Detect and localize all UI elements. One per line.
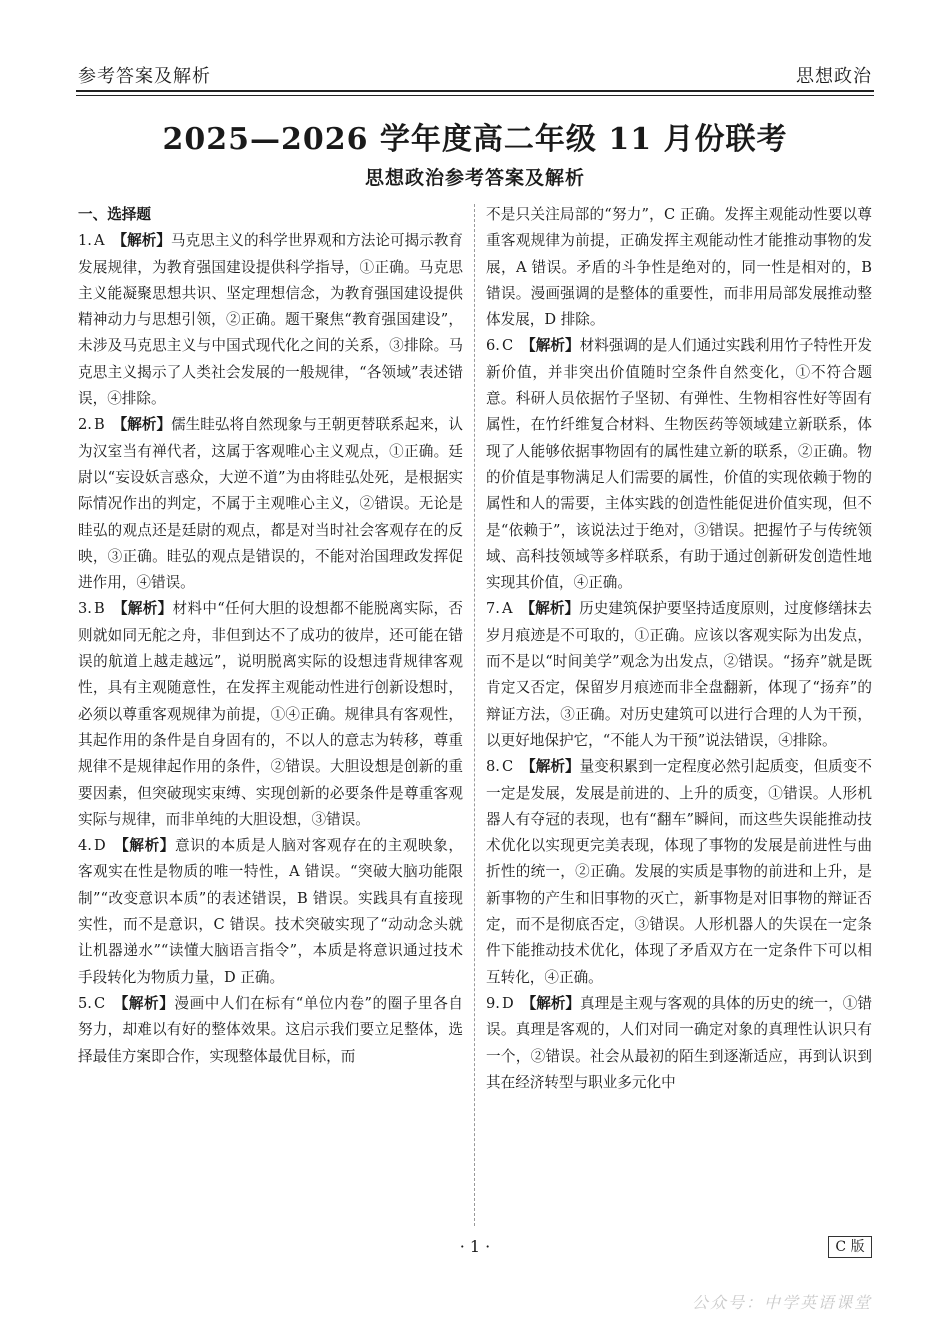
answer-letter: A bbox=[93, 232, 105, 250]
analysis-text: 历史建筑保护要坚持适度原则，过度修缮抹去岁月痕迹是不可取的，①正确。应该以客观实际为出发点，而不是以“时间美学”观念为出发点，②错误。“扬弃”就是既肯定又否定，保留岁月痕迹而非全盘翻新，体现了“扬弃”的辩证方法，③正确。对历史建筑可以进行合理的人为干预，以更好地保护它，“不能人为干预”说法错误，④排除。 bbox=[486, 600, 872, 749]
question-item bbox=[486, 202, 872, 333]
question-item bbox=[78, 412, 463, 596]
analysis-text: 马克思主义的科学世界观和方法论可揭示教育发展规律，为教育强国建设提供科学指导，①正确。马克思主义能凝聚思想共识、坚定理想信念，为教育强国建设提供精神动力与思想引领，②正确。题干聚焦“教育强国建设”，未涉及马克思主义与中国式现代化之间的关系，③排除。马克思主义揭示了人类社会发展的一般规律，“各领域”表述错误，④排除。 bbox=[78, 232, 463, 408]
analysis-text: 真理是主观与客观的具体的历史的统一，①错误。真理是客观的，人们对同一确定对象的真理性认识只有一个，②错误。社会从最初的陌生到逐渐适应，再到认识到其在经济转型与职业多元化中 bbox=[486, 994, 872, 1091]
analysis-tag: 【解析】 bbox=[113, 994, 175, 1012]
right-question-list bbox=[486, 202, 872, 1096]
section-heading: 一、选择题 bbox=[78, 206, 151, 223]
analysis-text: 意识的本质是人脑对客观存在的主观映象，客观实在性是物质的唯一特性，A 错误。“突破大脑功能限制”“改变意识本质”的表述错误，B 错误。实践具有直接现实性，而不是意识，C 错误。技术突破实现了“动动念头就让机器递水”“读懂大脑语言指令”，本质是将意识通过技术手段转化为物质力量，D 正确。 bbox=[78, 837, 463, 986]
header-subject-label: 思想政治 bbox=[796, 66, 872, 87]
question-item bbox=[78, 228, 463, 412]
column-divider bbox=[474, 204, 475, 1226]
header-left-label: 参考答案及解析 bbox=[78, 66, 211, 87]
question-number: 6. bbox=[486, 337, 500, 355]
analysis-tag: 【解析】 bbox=[112, 600, 173, 618]
question-item bbox=[78, 596, 463, 833]
analysis-text: 量变积累到一定程度必然引起质变，但质变不一定是发展，发展是前进的、上升的质变，①错误。人形机器人有夺冠的表现，也有“翻车”瞬间，而这些失误能推动技术优化以实现更完美表现，体现了事物的发展是前进性与曲折性的统一，②正确。发展的实质是事物的前进和上升，是新事物的产生和旧事物的灭亡，新事物是对旧事物的辩证否定，而不是彻底否定，③错误。人形机器人的失误在一定条件下能推动技术优化，体现了矛盾双方在一定条件下可以相互转化，④正确。 bbox=[486, 758, 872, 986]
question-number: 9. bbox=[486, 994, 500, 1012]
answer-letter: B bbox=[93, 416, 105, 434]
left-question-list bbox=[78, 228, 463, 1070]
analysis-tag: 【解析】 bbox=[520, 600, 580, 618]
question-item bbox=[486, 333, 872, 596]
question-number: 1. bbox=[78, 232, 92, 250]
question-item bbox=[486, 991, 872, 1096]
answer-letter: C bbox=[501, 758, 514, 776]
answer-letter: D bbox=[501, 994, 514, 1012]
question-item bbox=[78, 833, 463, 991]
analysis-tag: 【解析】 bbox=[113, 837, 175, 855]
analysis-text: 儒生眭弘将自然现象与王朝更替联系起来，认为汉室当有禅代者，这属于客观唯心主义观点，①正确。廷尉以“妄设妖言惑众，大逆不道”为由将眭弘处死，是根据实际情况作出的判定，不属于主观唯心主义，②错误。无论是眭弘的观点还是廷尉的观点，都是对当时社会客观存在的反映，③正确。眭弘的观点是错误的，不能对治国理政发挥促进作用，④错误。 bbox=[78, 416, 463, 592]
analysis-tag: 【解析】 bbox=[112, 416, 172, 434]
page-title: 2025—2026 学年度高二年级 11 月份联考 bbox=[162, 122, 788, 157]
page-number: · 1 · bbox=[459, 1237, 491, 1256]
question-number: 2. bbox=[78, 416, 92, 434]
watermark: 公众号：中学英语课堂 bbox=[691, 1293, 872, 1312]
question-number: 4. bbox=[78, 837, 92, 855]
answer-letter: B bbox=[93, 600, 105, 618]
page-subtitle: 思想政治参考答案及解析 bbox=[364, 167, 585, 189]
question-item bbox=[78, 991, 463, 1070]
answer-letter: D bbox=[93, 837, 106, 855]
answer-letter: A bbox=[501, 600, 513, 618]
question-number: 3. bbox=[78, 600, 92, 618]
header-rule-thin bbox=[76, 95, 874, 96]
analysis-tag: 【解析】 bbox=[521, 758, 580, 776]
answer-letter: C bbox=[501, 337, 514, 355]
left-column bbox=[78, 202, 463, 1070]
analysis-tag: 【解析】 bbox=[521, 994, 581, 1012]
analysis-tag: 【解析】 bbox=[521, 337, 580, 355]
analysis-text: 不是只关注局部的“努力”，C 正确。发挥主观能动性要以尊重客观规律为前提，正确发挥主观能动性才能推动事物的发展，A 错误。矛盾的斗争性是绝对的，同一性是相对的，B 错误。漫画强调的是整体的重要性，而非用局部发展推动整体发展，D 排除。 bbox=[486, 206, 872, 329]
analysis-tag: 【解析】 bbox=[112, 232, 171, 250]
analysis-text: 漫画中人们在标有“单位内卷”的圈子里各自努力，却难以有好的整体效果。这启示我们要立足整体，选择最佳方案即合作，实现整体最优目标，而 bbox=[78, 994, 463, 1065]
analysis-text: 材料强调的是人们通过实践利用竹子特性开发新价值，并非突出价值随时空条件自然变化，①不符合题意。科研人员依据竹子坚韧、有弹性、生物相容性好等固有属性，在竹纤维复合材料、生物医药等领域建立新联系，体现了人能够依据事物固有的属性建立新的联系，②正确。物的价值是事物满足人们需要的属性，价值的实现依赖于物的属性和人的需要，主体实践的创造性能促进价值实现，但不是“依赖于”，该说法过于绝对，③错误。把握竹子与传统领域、高科技领域等多样联系，有助于通过创新研发创造性地实现其价值，④正确。 bbox=[486, 337, 872, 592]
question-item bbox=[486, 596, 872, 754]
version-badge: C 版 bbox=[828, 1236, 872, 1258]
question-number: 7. bbox=[486, 600, 500, 618]
analysis-text: 材料中“任何大胆的设想都不能脱离实际，否则就如同无舵之舟，非但到达不了成功的彼岸，还可能在错误的航道上越走越远”，说明脱离实际的设想违背规律客观性，具有主观随意性，在发挥主观能动性进行创新设想时，必须以尊重客观规律为前提，①④正确。规律具有客观性，其起作用的条件是自身固有的，不以人的意志为转移，尊重规律不是规律起作用的条件，②错误。大胆设想是创新的重要因素，但突破现实束缚、实现创新的必要条件是尊重客观实际与规律，而非单纯的大胆设想，③错误。 bbox=[78, 600, 463, 828]
right-column bbox=[486, 202, 872, 1096]
answer-letter: C bbox=[93, 994, 106, 1012]
question-number: 8. bbox=[486, 758, 500, 776]
question-number: 5. bbox=[78, 994, 92, 1012]
header-rule-thick bbox=[76, 90, 874, 92]
question-item bbox=[486, 754, 872, 991]
